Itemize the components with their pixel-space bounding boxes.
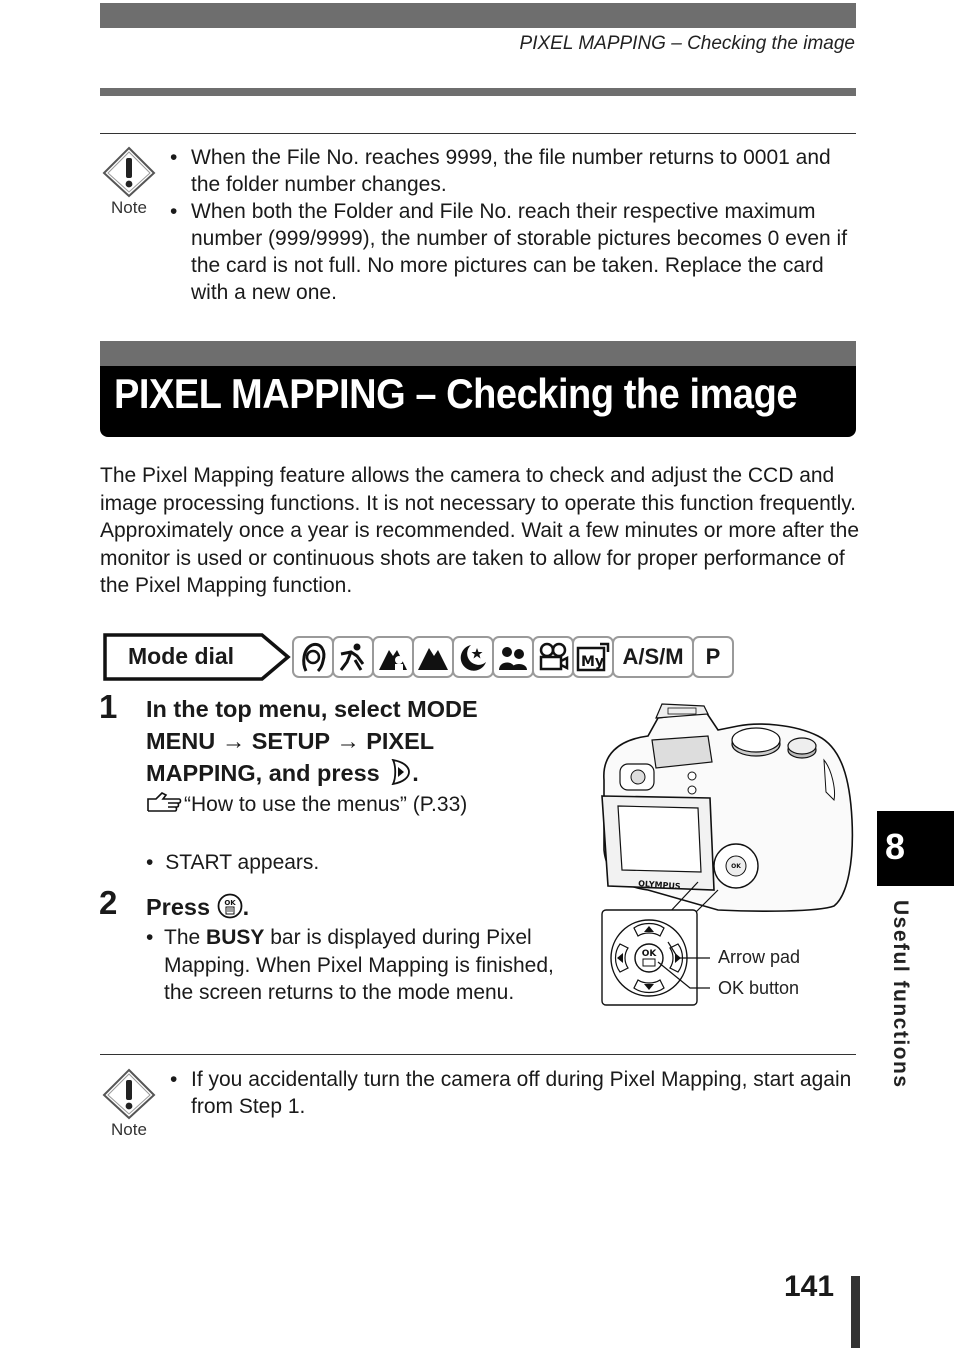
portrait-mode-icon bbox=[292, 636, 334, 678]
busy-line: Mapping. When Pixel Mapping is finished, bbox=[164, 953, 554, 977]
self-portrait-mode-icon bbox=[492, 636, 534, 678]
busy-keyword: BUSY bbox=[206, 926, 265, 949]
reference-text: “How to use the menus” (P.33) bbox=[184, 793, 468, 816]
landscape-mode-icon bbox=[412, 636, 454, 678]
note-bullet: • When both the Folder and File No. reach their respective maximum number (999/9999), the number of storable pictures becomes 0 even if the card is not full. No more pictures can be taken. Replace the card with a new one. bbox=[170, 198, 860, 306]
note-top-bullets bbox=[170, 144, 860, 306]
svg-text:My: My bbox=[581, 654, 605, 670]
note-label: Note bbox=[111, 1120, 147, 1139]
step-1-bullet-text: START appears. bbox=[165, 851, 320, 874]
header-bar-top bbox=[100, 3, 856, 28]
note-top-icon-group bbox=[102, 146, 156, 226]
my-mode-icon bbox=[572, 636, 614, 678]
ok-button-icon bbox=[217, 893, 243, 919]
mode-icons-row bbox=[292, 636, 732, 680]
step-1-line: MAPPING, and press bbox=[146, 760, 380, 786]
landscape-portrait-mode-icon bbox=[372, 636, 414, 678]
intro-paragraph: The Pixel Mapping feature allows the camera to check and adjust the CCD and image processing functions. It is not necessary to operate this function frequently. Approximately once a year is recommended. Wait a few minutes or more after the monitor is used or continuous shots are taken to allow for proper performance of the Pixel Mapping function. bbox=[100, 464, 860, 597]
page-number-bar bbox=[851, 1276, 860, 1348]
note-top-rule bbox=[100, 133, 856, 134]
step-1-line: In the top menu, select MODE bbox=[146, 696, 478, 722]
chapter-label: Useful functions bbox=[889, 900, 912, 1089]
step-1-number: 1 bbox=[99, 688, 118, 725]
busy-line: bar is displayed during Pixel bbox=[264, 926, 532, 949]
ok-zoom-text: OK bbox=[641, 949, 657, 959]
step-1-instruction bbox=[146, 693, 566, 789]
warning-icon bbox=[102, 1068, 156, 1120]
title-band bbox=[100, 341, 856, 369]
note-bottom-rule bbox=[100, 1054, 856, 1055]
page-number: 141 bbox=[784, 1270, 835, 1303]
step-2-instruction: Press OK . bbox=[146, 894, 250, 920]
svg-text:OK: OK bbox=[223, 899, 236, 907]
sports-mode-icon bbox=[332, 636, 374, 678]
busy-line: the screen returns to the mode menu. bbox=[164, 981, 515, 1004]
step-2-bullet: • The BUSY bar is displayed during Pixel Mapping. When Pixel Mapping is finished, the screen returns to the mode menu. bbox=[146, 924, 586, 1007]
step-1-line-wrap: MAPPING, and press . bbox=[146, 760, 419, 786]
mode-dial-label: Mode dial bbox=[128, 643, 235, 669]
arrow-right-button-icon bbox=[390, 759, 412, 785]
header-bar-bottom bbox=[100, 88, 856, 96]
busy-prefix: The bbox=[164, 926, 207, 949]
note-bottom-bullets bbox=[170, 1066, 860, 1120]
ok-button-callout: OK button bbox=[718, 978, 800, 998]
ok-mini-text: OK bbox=[731, 863, 741, 870]
camera-brand: OLYMPUS bbox=[637, 879, 681, 891]
step-1-line: MENU → SETUP → PIXEL bbox=[146, 728, 435, 754]
program-mode-icon: P bbox=[692, 636, 734, 678]
note-bullet: • If you accidentally turn the camera off during Pixel Mapping, start again from Step 1. bbox=[170, 1066, 860, 1120]
asm-mode-icon: A/S/M bbox=[612, 636, 694, 678]
night-scene-mode-icon bbox=[452, 636, 494, 678]
step-2-number: 2 bbox=[99, 884, 118, 921]
step-1-reference bbox=[146, 791, 467, 819]
step-1-bullet: • START appears. bbox=[146, 851, 320, 874]
section-title: PIXEL MAPPING – Checking the image bbox=[114, 370, 798, 417]
note-bottom-icon-group bbox=[102, 1068, 156, 1148]
chapter-number: 8 bbox=[885, 826, 906, 867]
step-2-instruction-text: Press bbox=[146, 894, 211, 920]
warning-icon bbox=[102, 146, 156, 198]
note-label: Note bbox=[111, 198, 147, 217]
arrow-pad-callout: Arrow pad bbox=[718, 947, 801, 967]
note-bullet: • When the File No. reaches 9999, the file number returns to 0001 and the folder number changes. bbox=[170, 144, 860, 198]
movie-mode-icon bbox=[532, 636, 574, 678]
running-header: PIXEL MAPPING – Checking the image bbox=[519, 33, 855, 54]
reference-hand-icon bbox=[146, 791, 184, 815]
